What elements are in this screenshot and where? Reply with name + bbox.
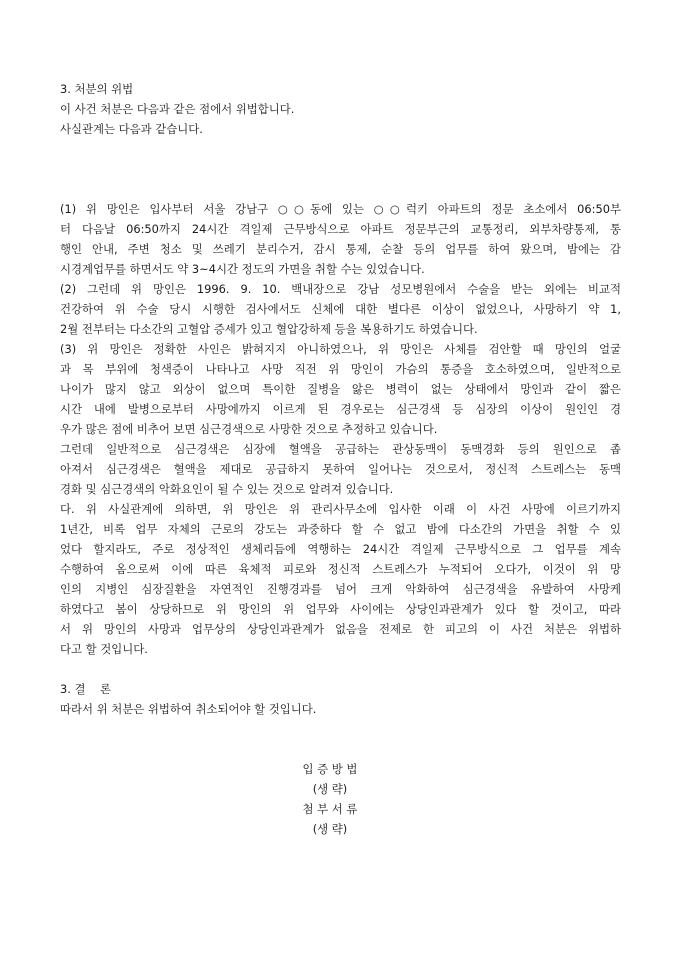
body-line: 터 다음날 06:50까지 24시간 격일제 근무방식으로 아파트 정문부근의 교통정리, 외부차량통제, 통 — [60, 222, 621, 236]
body-line: 었다 할지라도, 주로 정상적인 생체리듬에 역행하는 24시간 격일제 근무방식으로 그 업무를 계속 — [60, 542, 621, 556]
body-line: 2월 전부터는 다소간의 고혈압 증세가 있고 혈압강하제 등을 복용하기도 하였습니다. — [60, 322, 478, 336]
body-line: 나이가 많지 않고 외상이 없으며 특이한 질병을 앓은 병력이 없는 상태에서 망인과 같이 짧은 — [60, 382, 621, 396]
body-line: (1) 위 망인은 입사부터 서울 강남구 ○○동에 있는 ○○럭키 아파트의 정문 초소에서 06:50부 — [60, 202, 621, 216]
body-line: (3) 위 망인은 정확한 사인은 밝혀지지 아니하였으나, 위 망인은 사체를 검안할 때 망인의 얼굴 — [60, 342, 621, 356]
body-line: 수행하여 옴으로써 이에 따른 육체적 피로와 정신적 스트레스가 누적되어 오다가, 이것이 위 망 — [60, 562, 621, 576]
body-line: 인의 지병인 심장질환을 자연적인 진행경과를 넘어 크게 악화하여 심근경색을 유발하여 사망케 — [60, 582, 621, 596]
body-line: 다고 할 것입니다. — [60, 642, 148, 656]
body-line: 행인 안내, 주변 청소 및 쓰레기 분리수거, 감시 통제, 순찰 등의 업무를 하여 왔으며, 밤에는 감 — [60, 242, 621, 256]
body-line: 다. 위 사실관계에 의하면, 위 망인은 위 관리사무소에 입사한 이래 이 사건 사망에 이르기까지 — [60, 502, 621, 516]
evidence-title: 입 증 방 법 — [302, 762, 358, 776]
documents-note: (생 략) — [312, 822, 348, 836]
body-line: 아져서 심근경색은 혈액을 제대로 공급하지 못하여 일어나는 것으로서, 정신적 스트레스는 동맥 — [60, 462, 621, 476]
body-line: 1년간, 비록 업무 자체의 근로의 강도는 과중하다 할 수 없고 밤에 다소간의 가면을 취할 수 있 — [60, 522, 621, 536]
body-line: (2) 그런데 위 망인은 1996. 9. 10. 백내장으로 강남 성모병원에서 수술을 받는 외에는 비교적 — [60, 282, 621, 296]
body-line: 경화 및 심근경색의 악화요인이 될 수 있는 것으로 알려져 있습니다. — [60, 482, 394, 496]
section-heading-illegality: 3. 처분의 위법 — [60, 82, 134, 96]
section-heading-conclusion: 3. 결 론 — [60, 682, 111, 696]
body-line: 건강하여 위 수술 당시 시행한 검사에서도 신체에 대한 별다른 이상이 없었으나, 사망하기 약 1, — [60, 302, 621, 316]
body-line: 과 목 부위에 청색증이 나타나고 사망 직전 위 망인이 가슴의 통증을 호소하였으며, 일반적으로 — [60, 362, 621, 376]
body-line: 시경계업무를 하면서도 약 3~4시간 정도의 가면을 취할 수는 있었습니다. — [60, 262, 425, 276]
conclusion-text: 따라서 위 처분은 위법하여 취소되어야 할 것입니다. — [60, 702, 317, 716]
body-line: 서 위 망인의 사망과 업무상의 상당인과관계가 없음을 전제로 한 피고의 이 사건 처분은 위법하 — [60, 622, 621, 636]
body-line: 우가 많은 점에 비추어 보면 심근경색으로 사망한 것으로 추정하고 있습니다. — [60, 422, 438, 436]
body-line: 그런데 일반적으로 심근경색은 심장에 혈액을 공급하는 관상동맥이 동맥경화 등의 원인으로 좁 — [60, 442, 621, 456]
intro-paragraph: 이 사건 처분은 다음과 같은 점에서 위법합니다. — [60, 102, 295, 116]
body-line: 시간 내에 발병으로부터 사망에까지 이르게 된 경우로는 심근경색 등 심장의 이상이 원인인 경 — [60, 402, 621, 416]
body-line: 하였다고 봄이 상당하므로 위 망인의 위 업무와 사이에는 상당인과관계가 있다 할 것이고, 따라 — [60, 602, 621, 616]
documents-title: 첨 부 서 류 — [302, 802, 358, 816]
facts-intro: 사실관계는 다음과 같습니다. — [60, 122, 203, 136]
evidence-note: (생 략) — [312, 782, 348, 796]
